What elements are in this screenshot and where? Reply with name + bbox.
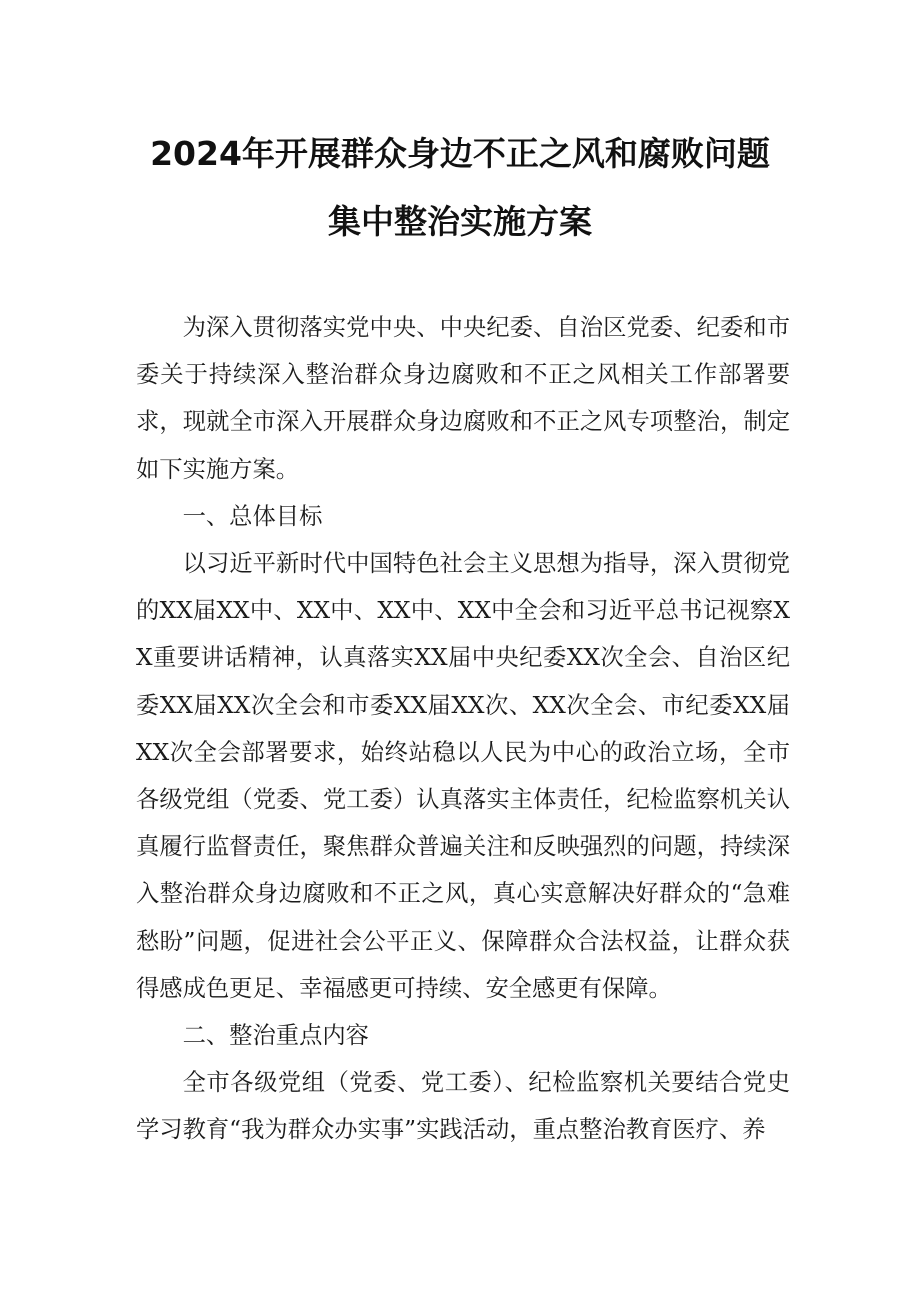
section-2-heading: 二、整治重点内容 xyxy=(182,1022,369,1050)
section-1-heading: 一、总体目标 xyxy=(182,502,323,530)
intro-paragraph: 为深入贯彻落实党中央、中央纪委、自治区党委、纪委和市委关于持续深入整治群众身边腐败和不正之风相关工作部署要求，现就全市深入开展群众身边腐败和不正之风专项整治，制定如下实施方案。 xyxy=(136,314,790,483)
document-title-line-1: 2024年开展群众身边不正之风和腐败问题 xyxy=(150,134,770,173)
document-title-line-2: 集中整治实施方案 xyxy=(328,202,592,241)
section-2-paragraph: 全市各级党组（党委、党工委）、纪检监察机关要结合党史学习教育“我为群众办实事”实践活动，重点整治教育医疗、养 xyxy=(136,1069,790,1144)
document-body xyxy=(136,304,790,1154)
section-1-paragraph: 以习近平新时代中国特色社会主义思想为指导，深入贯彻党的XX届XX中、XX中、XX中、XX中全会和习近平总书记视察XX重要讲话精神，认真落实XX届中央纪委XX次全会、自治区纪委XX届XX次全会和市委XX届XX次、XX次全会、市纪委XX届XX次全会部署要求，始终站稳以人民为中心的政治立场，全市各级党组（党委、党工委）认真落实主体责任，纪检监察机关认真履行监督责任，聚焦群众普遍关注和反映强烈的问题，持续深入整治群众身边腐败和不正之风，真心实意解决好群众的“急难愁盼”问题，促进社会公平正义、保障群众合法权益，让群众获得感成色更足、幸福感更可持续、安全感更有保障。 xyxy=(136,550,790,1002)
